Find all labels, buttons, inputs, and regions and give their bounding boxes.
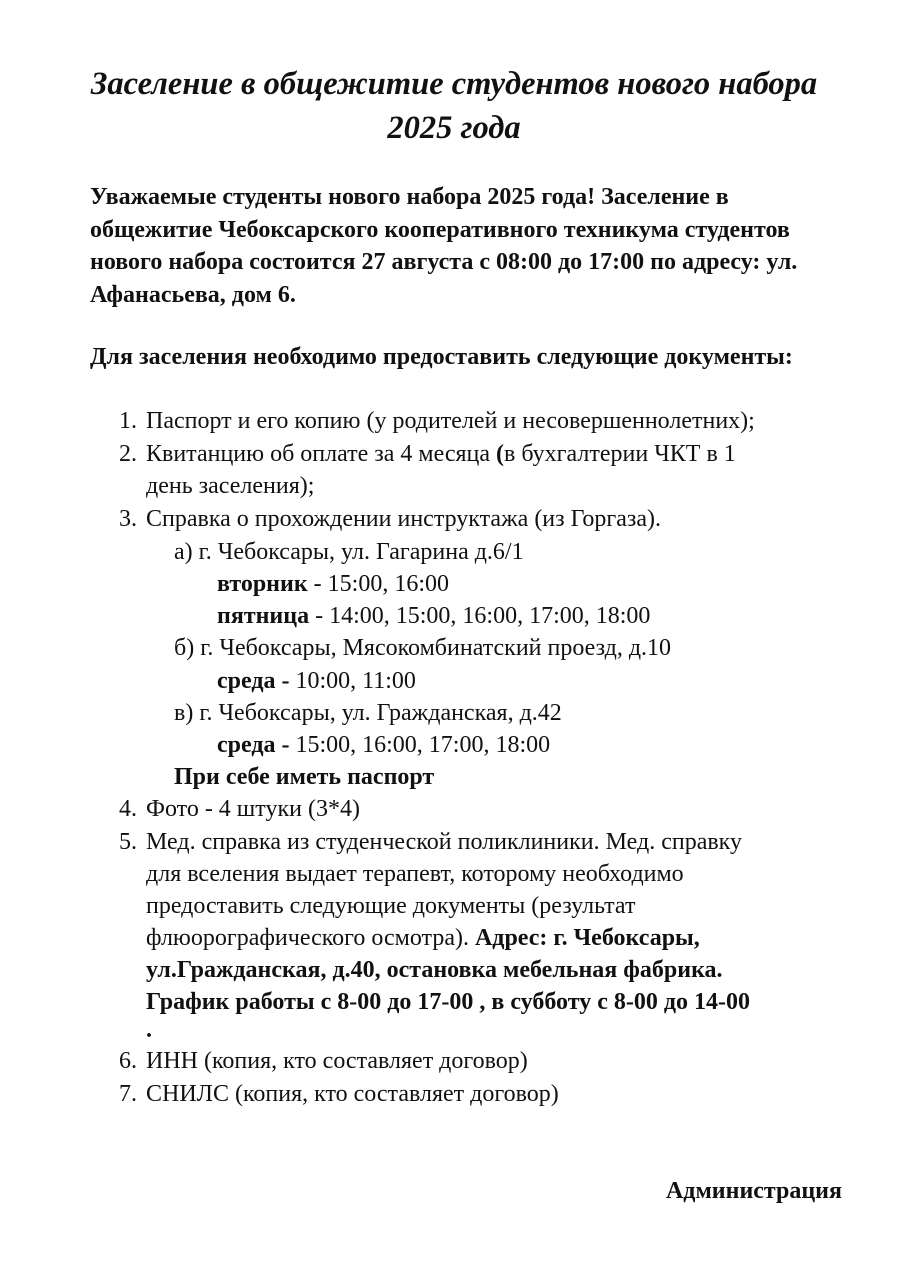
list-number: 5. (119, 829, 137, 855)
list-item-text: Квитанцию об оплате за 4 месяца (146, 441, 497, 467)
clinic-address: ул.Гражданская, д.40, остановка мебельная фабрика. (146, 957, 723, 983)
list-item-text: флюорографического осмотра). (146, 925, 469, 951)
list-number: 6. (119, 1048, 137, 1074)
list-item-2-continuation (146, 470, 314, 502)
subitem-c-address: в) г. Чебоксары, ул. Гражданская, д.42 (174, 700, 562, 726)
subitem-a-address: а) г. Чебоксары, ул. Гагарина д.6/1 (174, 539, 524, 565)
list-item-paren: ( (496, 441, 505, 467)
list-item-1 (119, 405, 755, 437)
list-item-text: СНИЛС (копия, кто составляет договор) (146, 1081, 559, 1107)
weekday-label: среда - (217, 668, 290, 694)
subitem-b-address: б) г. Чебоксары, Мясокомбинатский проезд, д.10 (174, 635, 672, 661)
subitem-a-schedule-2 (217, 600, 650, 632)
list-item-2 (119, 438, 736, 470)
list-number: 3. (119, 506, 137, 532)
clinic-hours-period: . (146, 1017, 152, 1043)
list-item-text: в бухгалтерии ЧКТ в 1 (504, 441, 736, 467)
weekday-label: среда - (217, 732, 290, 758)
subitem-c-schedule (217, 729, 550, 761)
clinic-address-label: Адрес: г. Чебоксары, (474, 925, 700, 951)
schedule-times: 15:00, 16:00, 17:00, 18:00 (295, 732, 551, 758)
weekday-label: пятница (217, 603, 310, 629)
list-item-3 (119, 503, 661, 535)
list-item-text: день заселения); (146, 473, 315, 499)
list-item-text: Справка о прохождении инструктажа (из Горгаза). (146, 506, 662, 532)
list-item-5 (119, 826, 742, 858)
list-item-text: Паспорт и его копию (у родителей и несовершеннолетних); (146, 408, 755, 434)
list-number: 7. (119, 1081, 137, 1107)
list-item-6 (119, 1045, 528, 1077)
list-item-5-line-3: предоставить следующие документы (результат (146, 893, 636, 919)
signature: Администрация (665, 1178, 842, 1204)
list-item-5-line-4 (146, 922, 700, 954)
list-item-text: Мед. справка из студенческой поликлиники. Мед. справку (146, 829, 742, 855)
schedule-times: - 15:00, 16:00 (313, 571, 449, 597)
document-title: Заселение в общежитие студентов нового набора 2025 года (90, 66, 818, 146)
list-item-7 (119, 1078, 559, 1110)
passport-note: При себе иметь паспорт (174, 764, 435, 790)
intro-paragraph: Уважаемые студенты нового набора 2025 года! Заселение в общежитие Чебоксарского кооперативного техникума студентов нового набора состоится 27 августа с 08:00 до 17:00 по адресу: ул. Афанасьева, дом 6. (90, 184, 798, 308)
list-number: 4. (119, 796, 137, 822)
list-item-text: Фото - 4 штуки (3*4) (146, 796, 360, 822)
list-item-4 (119, 793, 360, 825)
list-number: 2. (119, 441, 137, 467)
schedule-times: 10:00, 11:00 (295, 668, 416, 694)
subitem-a-schedule-1 (217, 568, 449, 600)
list-item-5-line-2: для вселения выдает терапевт, которому необходимо (146, 861, 684, 887)
weekday-label: вторник (217, 571, 308, 597)
list-item-text: ИНН (копия, кто составляет договор) (146, 1048, 528, 1074)
documents-heading: Для заселения необходимо предоставить следующие документы: (90, 344, 793, 370)
schedule-times: - 14:00, 15:00, 16:00, 17:00, 18:00 (315, 603, 651, 629)
list-number: 1. (119, 408, 137, 434)
clinic-hours: График работы с 8-00 до 17-00 , в субботу с 8-00 до 14-00 (146, 989, 750, 1015)
subitem-b-schedule (217, 665, 416, 697)
